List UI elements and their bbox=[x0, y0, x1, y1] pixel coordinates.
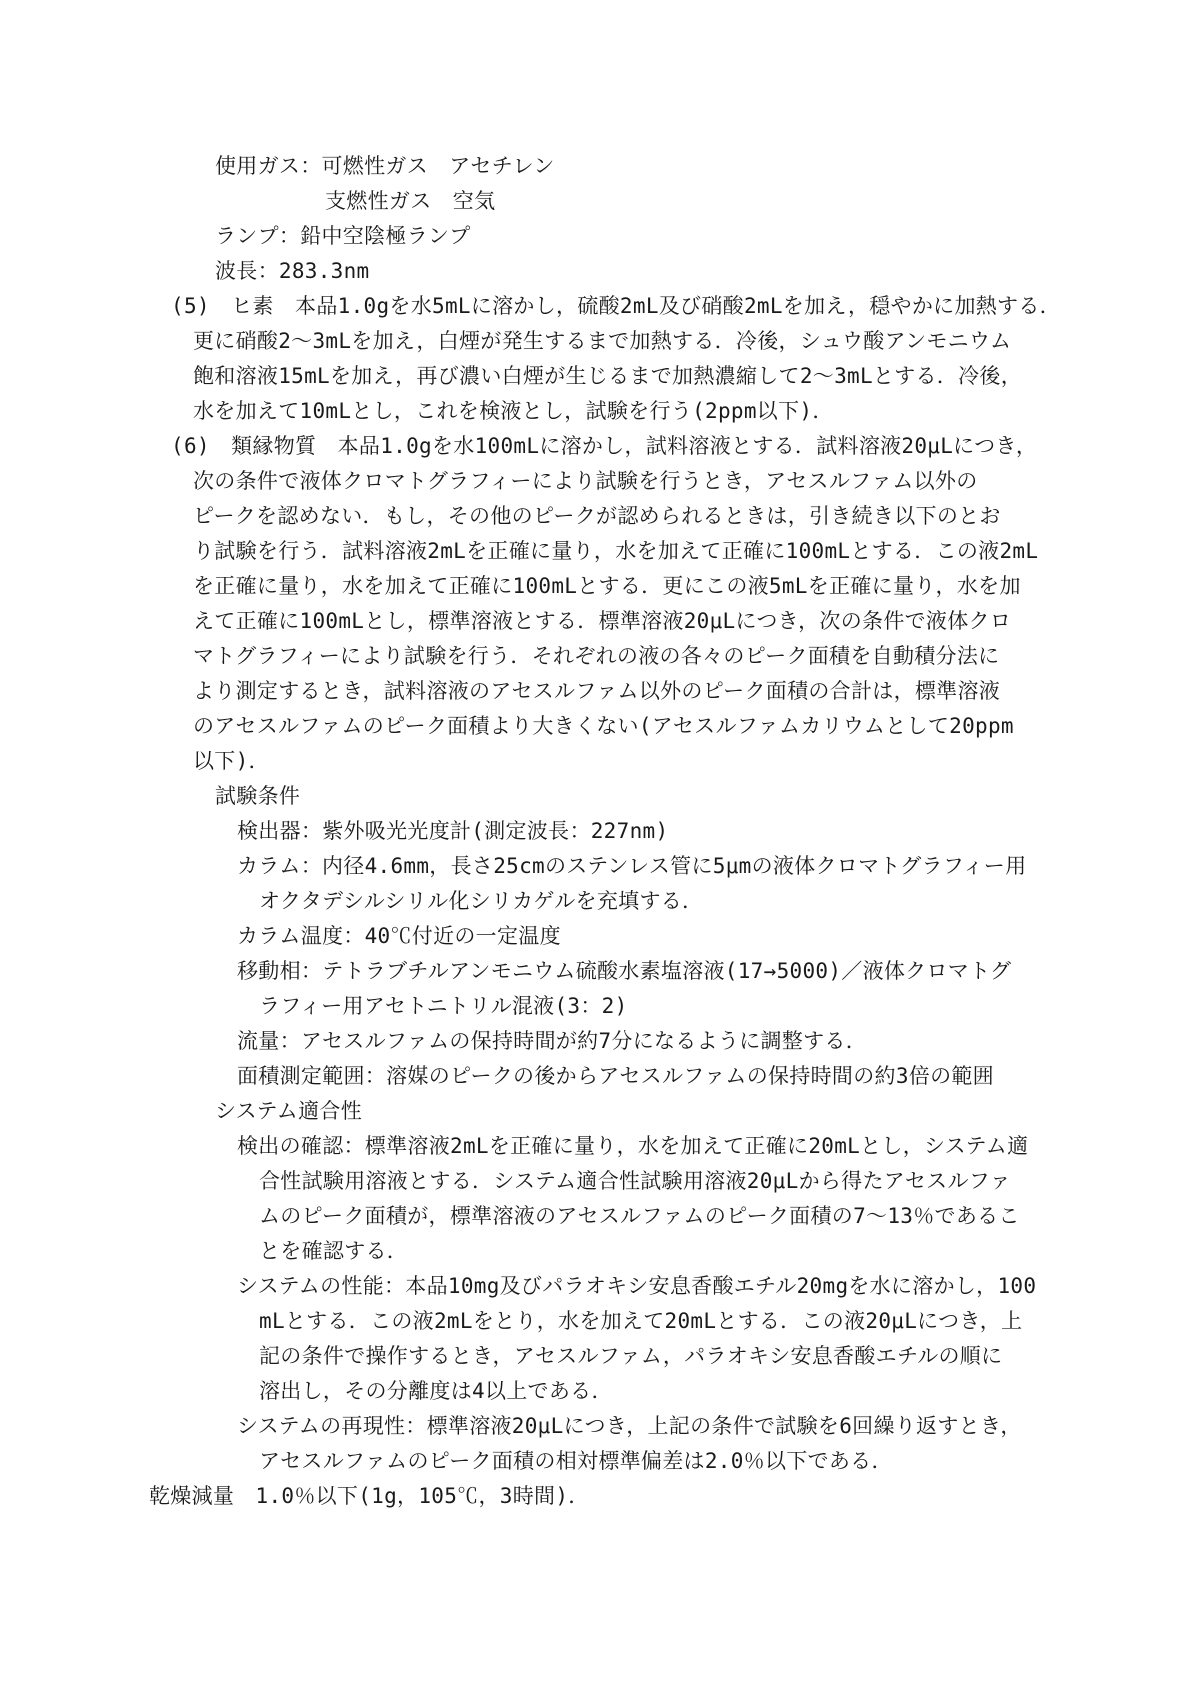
text-line: (6) 類縁物質 本品1.0gを水100mLに溶かし，試料溶液とする．試料溶液20μLにつき， bbox=[171, 434, 1038, 458]
text-line: えて正確に100mLとし，標準溶液とする．標準溶液20μLにつき，次の条件で液体クロ bbox=[193, 609, 1012, 633]
text-line: システムの再現性：標準溶液20μLにつき，上記の条件で試験を6回繰り返すとき， bbox=[237, 1414, 1022, 1438]
text-line: ピークを認めない．もし，その他のピークが認められるときは，引き続き以下のとお bbox=[193, 504, 1001, 528]
text-line: り試験を行う．試料溶液2mLを正確に量り，水を加えて正確に100mLとする．この液2mL bbox=[193, 539, 1039, 563]
text-line: 更に硝酸2～3mLを加え，白煙が発生するまで加熱する．冷後，シュウ酸アンモニウム bbox=[193, 329, 1012, 353]
text-line: ラフィー用アセトニトリル混液(3：2) bbox=[259, 994, 628, 1018]
text-line: mLとする．この液2mLをとり，水を加えて20mLとする．この液20μLにつき，上 bbox=[259, 1309, 1023, 1333]
text-line: 検出の確認：標準溶液2mLを正確に量り，水を加えて正確に20mLとし，システム適 bbox=[237, 1134, 1029, 1158]
section-heading: 試験条件 bbox=[215, 784, 301, 808]
text-line: 面積測定範囲：溶媒のピークの後からアセスルファムの保持時間の約3倍の範囲 bbox=[237, 1064, 994, 1088]
text-line: 溶出し，その分離度は4以上である． bbox=[259, 1379, 613, 1403]
text-line: 使用ガス：可燃性ガス アセチレン bbox=[215, 154, 555, 178]
text-line: のアセスルファムのピーク面積より大きくない(アセスルファムカリウムとして20ppm bbox=[193, 714, 1014, 738]
text-line: オクタデシルシリル化シリカゲルを充填する． bbox=[259, 889, 704, 913]
text-line: 検出器：紫外吸光光度計(測定波長：227nm) bbox=[237, 819, 669, 843]
text-line: 記の条件で操作するとき，アセスルファム，パラオキシ安息香酸エチルの順に bbox=[259, 1344, 1003, 1368]
text-line: より測定するとき，試料溶液のアセスルファム以外のピーク面積の合計は，標準溶液 bbox=[193, 679, 1001, 703]
text-line: 飽和溶液15mLを加え，再び濃い白煙が生じるまで加熱濃縮して2～3mLとする．冷後， bbox=[193, 364, 1023, 388]
text-line: 乾燥減量 1.0％以下(1g，105℃，3時間)． bbox=[149, 1484, 590, 1508]
section-heading: システム適合性 bbox=[215, 1099, 362, 1123]
text-line: (5) ヒ素 本品1.0gを水5mLに溶かし，硫酸2mL及び硝酸2mLを加え，穏やかに加熱する． bbox=[171, 294, 1061, 318]
text-line: 支燃性ガス 空気 bbox=[325, 189, 496, 213]
text-line: ランプ：鉛中空陰極ランプ bbox=[215, 224, 471, 248]
text-line: アセスルファムのピーク面積の相対標準偏差は2.0％以下である． bbox=[259, 1449, 893, 1473]
text-line: を正確に量り，水を加えて正確に100mLとする．更にこの液5mLを正確に量り，水を加 bbox=[193, 574, 1021, 598]
text-line: 波長：283.3nm bbox=[215, 259, 370, 283]
text-line: 合性試験用溶液とする．システム適合性試験用溶液20μLから得たアセスルファ bbox=[259, 1169, 1011, 1193]
text-line: カラム：内径4.6mm，長さ25cmのステンレス管に5μmの液体クロマトグラフィー用 bbox=[237, 854, 1027, 878]
text-line: マトグラフィーにより試験を行う．それぞれの液の各々のピーク面積を自動積分法に bbox=[193, 644, 1000, 668]
text-line: 以下)． bbox=[193, 749, 270, 773]
text-line: システムの性能：本品10mg及びパラオキシ安息香酸エチル20mgを水に溶かし，100 bbox=[237, 1274, 1037, 1298]
text-line: とを確認する． bbox=[259, 1239, 409, 1263]
text-line: 水を加えて10mLとし，これを検液とし，試験を行う(2ppm以下)． bbox=[193, 399, 834, 423]
text-line: 次の条件で液体クロマトグラフィーにより試験を行うとき，アセスルファム以外の bbox=[193, 469, 978, 493]
text-line: ムのピーク面積が，標準溶液のアセスルファムのピーク面積の7～13％であるこ bbox=[259, 1204, 1020, 1228]
text-line: 流量：アセスルファムの保持時間が約7分になるように調整する． bbox=[237, 1029, 868, 1053]
text-line: 移動相：テトラブチルアンモニウム硫酸水素塩溶液(17→5000)／液体クロマトグ bbox=[237, 959, 1012, 983]
text-line: カラム温度：40℃付近の一定温度 bbox=[237, 924, 561, 948]
